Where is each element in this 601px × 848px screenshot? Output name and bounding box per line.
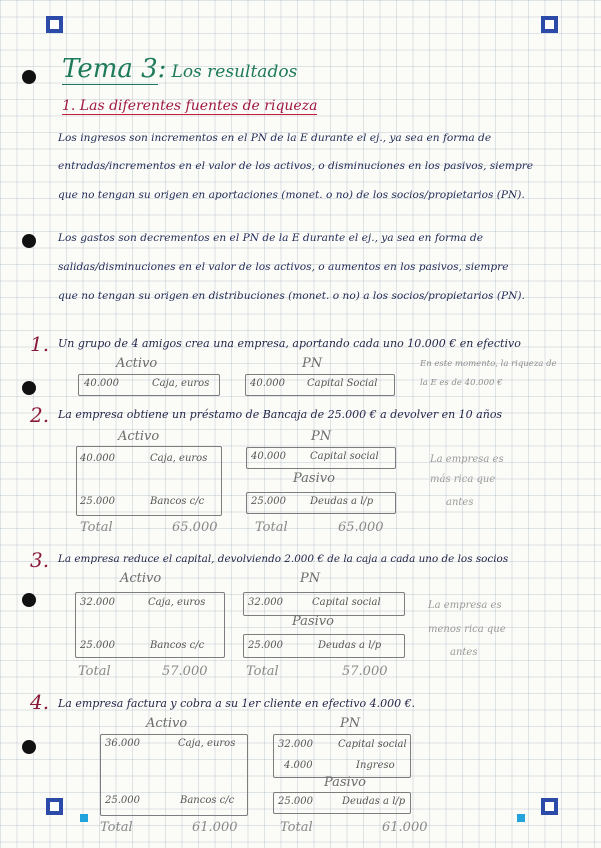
exercise-text: La empresa factura y cobra a su 1er cliente en efectivo 4.000 €. xyxy=(58,697,416,710)
paragraph-line: que no tengan su origen en aportaciones (monet. o no) de los socios/propietarios (PN). xyxy=(58,189,525,201)
total-pasivo: 65.000 xyxy=(338,520,384,535)
exercise-note: antes xyxy=(450,647,478,658)
bancos-value: 25.000 xyxy=(80,640,115,651)
title-separator: : xyxy=(157,54,167,84)
corner-dot-icon xyxy=(517,814,525,822)
caja-value: 32.000 xyxy=(80,597,115,608)
deudas-label: Deudas a l/p xyxy=(318,640,382,651)
caja-label: Caja, euros xyxy=(178,738,236,749)
bancos-label: Bancos c/c xyxy=(150,496,205,507)
deudas-label: Deudas a l/p xyxy=(342,796,406,807)
exercise-note: antes xyxy=(446,497,474,508)
capital-label: Capital social xyxy=(310,451,379,462)
capital-value: 32.000 xyxy=(278,739,313,750)
paragraph-line: salidas/disminuciones en el valor de los activos, o aumentos en los pasivos, siempre xyxy=(58,261,509,273)
total-label: Total xyxy=(246,664,279,679)
corner-mark-icon xyxy=(541,16,558,33)
binder-hole-icon xyxy=(22,70,36,84)
exercise-note: La empresa es xyxy=(430,454,504,465)
pn-value: 40.000 xyxy=(250,378,285,389)
total-label: Total xyxy=(255,520,288,535)
total-pasivo: 57.000 xyxy=(342,664,388,679)
capital-label: Capital social xyxy=(338,739,407,750)
bancos-label: Bancos c/c xyxy=(180,795,235,806)
caja-label: Caja, euros xyxy=(150,453,208,464)
deudas-value: 25.000 xyxy=(248,640,283,651)
activo-header: Activo xyxy=(146,716,188,731)
pasivo-header: Pasivo xyxy=(293,471,335,486)
paragraph-line: Los gastos son decrementos en el PN de la E durante el ej., ya sea en forma de xyxy=(58,232,483,244)
paragraph-line: entradas/incrementos en el valor de los activos, o disminuciones en los pasivos, siempre xyxy=(58,160,534,172)
exercise-note: En este momento, la riqueza de xyxy=(420,359,557,369)
corner-dot-icon xyxy=(80,814,88,822)
total-pasivo: 61.000 xyxy=(382,820,428,835)
section-heading: 1. Las diferentes fuentes de riqueza xyxy=(62,98,318,114)
corner-mark-icon xyxy=(46,16,63,33)
activo-header: Activo xyxy=(118,429,160,444)
corner-mark-icon xyxy=(46,798,63,815)
pasivo-header: Pasivo xyxy=(324,775,366,790)
caja-value: 36.000 xyxy=(105,738,140,749)
paragraph-line: Los ingresos son incrementos en el PN de la E durante el ej., ya sea en forma de xyxy=(58,132,492,144)
deudas-value: 25.000 xyxy=(251,496,286,507)
bancos-value: 25.000 xyxy=(80,496,115,507)
binder-hole-icon xyxy=(22,593,36,607)
exercise-note: la E es de 40.000 € xyxy=(420,378,503,388)
exercise-number: 2. xyxy=(30,403,50,427)
caja-label: Caja, euros xyxy=(148,597,206,608)
activo-value: 40.000 xyxy=(84,378,119,389)
binder-hole-icon xyxy=(22,381,36,395)
total-label: Total xyxy=(80,520,113,535)
pn-label: Capital Social xyxy=(307,378,378,389)
corner-mark-icon xyxy=(541,798,558,815)
deudas-value: 25.000 xyxy=(278,796,313,807)
bancos-value: 25.000 xyxy=(105,795,140,806)
exercise-note: más rica que xyxy=(430,474,496,485)
total-label: Total xyxy=(280,820,313,835)
exercise-text: La empresa reduce el capital, devolviendo 2.000 € de la caja a cada uno de los socios xyxy=(58,553,509,565)
exercise-text: La empresa obtiene un préstamo de Bancaja de 25.000 € a devolver en 10 años xyxy=(58,408,503,421)
pn-header: PN xyxy=(302,356,323,371)
exercise-number: 3. xyxy=(30,548,50,572)
caja-value: 40.000 xyxy=(80,453,115,464)
deudas-label: Deudas a l/p xyxy=(310,496,374,507)
binder-hole-icon xyxy=(22,234,36,248)
page-title: Tema 3 xyxy=(62,54,158,84)
ingreso-label: Ingreso xyxy=(356,760,395,771)
activo-header: Activo xyxy=(120,571,162,586)
capital-value: 40.000 xyxy=(251,451,286,462)
exercise-note: La empresa es xyxy=(428,600,502,611)
binder-hole-icon xyxy=(22,740,36,754)
exercise-text: Un grupo de 4 amigos crea una empresa, aportando cada uno 10.000 € en efectivo xyxy=(58,337,521,350)
total-label: Total xyxy=(78,664,111,679)
page-title-row xyxy=(62,54,297,84)
exercise-number: 1. xyxy=(30,332,50,356)
total-activo: 65.000 xyxy=(172,520,218,535)
exercise-note: menos rica que xyxy=(428,624,506,635)
bancos-label: Bancos c/c xyxy=(150,640,205,651)
activo-header: Activo xyxy=(116,356,158,371)
activo-label: Caja, euros xyxy=(152,378,210,389)
exercise-number: 4. xyxy=(30,690,50,714)
total-label: Total xyxy=(100,820,133,835)
page-subtitle: Los resultados xyxy=(171,62,298,82)
capital-value: 32.000 xyxy=(248,597,283,608)
pn-header: PN xyxy=(340,716,361,731)
pn-header: PN xyxy=(311,429,332,444)
total-activo: 57.000 xyxy=(162,664,208,679)
pn-header: PN xyxy=(300,571,321,586)
capital-label: Capital social xyxy=(312,597,381,608)
pasivo-header: Pasivo xyxy=(292,614,334,629)
paragraph-line: que no tengan su origen en distribuciones (monet. o no) a los socios/propietarios (PN). xyxy=(58,290,525,302)
ingreso-value: 4.000 xyxy=(284,760,313,771)
total-activo: 61.000 xyxy=(192,820,238,835)
